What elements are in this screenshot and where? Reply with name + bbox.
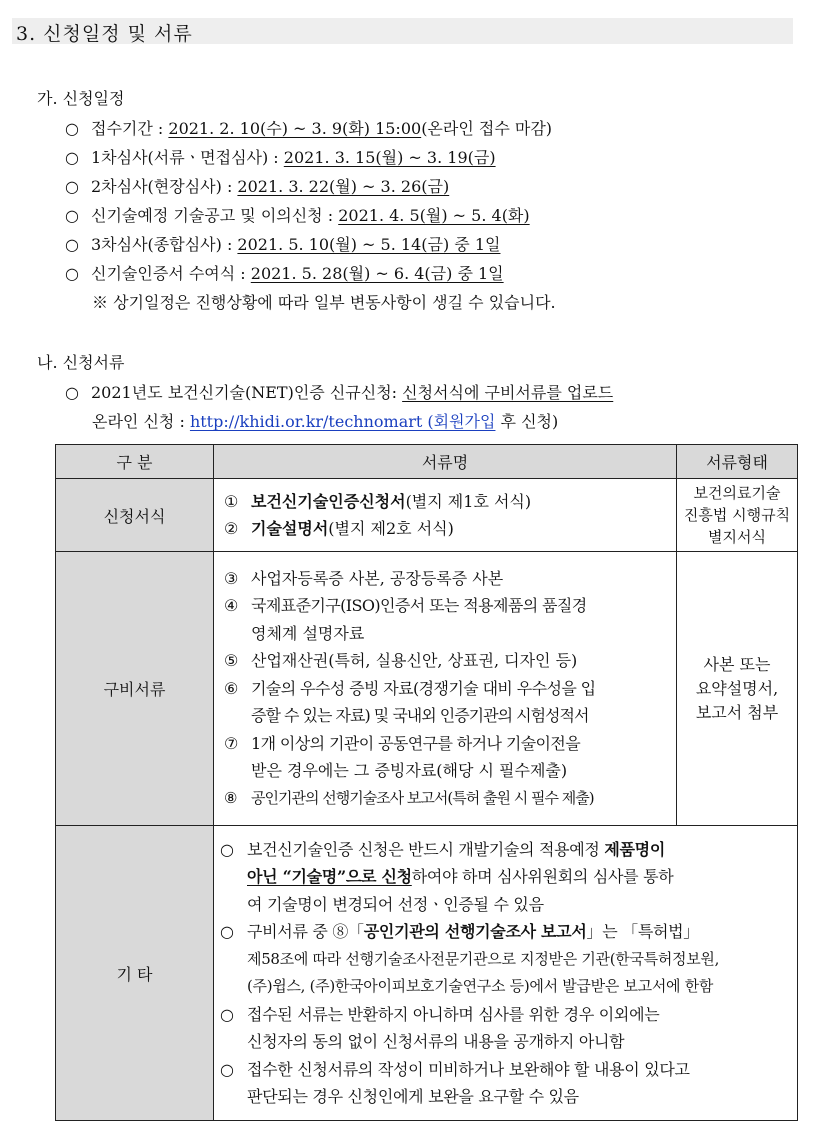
row-category: 신청서식 bbox=[56, 479, 214, 552]
schedule-item: ○ 2차심사(현장심사) : 2021. 3. 22(월) ~ 3. 26(금) bbox=[65, 177, 450, 196]
header-document-form: 서류형태 bbox=[677, 445, 798, 479]
row-category: 기 타 bbox=[56, 826, 214, 1121]
online-apply-line: 온라인 신청 : http://khidi.or.kr/technomart (회원가입 후 신청) bbox=[92, 412, 559, 431]
bullet-circle-icon: ○ bbox=[220, 1004, 234, 1024]
technomart-link[interactable]: http://khidi.or.kr/technomart (회원가입 bbox=[189, 412, 496, 431]
row-documents: ③ 사업자등록증 사본, 공장등록증 사본 ④ 국제표준기구(ISO)인증서 또는 적용제품의 품질경 영체계 설명자료 ⑤ 산업재산권(특허, 실용신안, 상표권, 디자인 등) ⑥ 기술의 우수성 증빙 자료(경쟁기술 대비 우수성을 입 증할 수 있는 자료) 및 국내외 인증기관의 시험성적서 ⑦ 1개 이상의 기관이 공동연구를 하거나 기술이전을 받은 경우에는 그 증빙자료(해당 시 필수제출) ⑧ 공인기관의 선행기술조사 보고서(특허 출원 시 필수 제출) bbox=[214, 552, 677, 826]
row-category: 구비서류 bbox=[56, 552, 214, 826]
schedule-note: ※ 상기일정은 진행상황에 따라 일부 변동사항이 생길 수 있습니다. bbox=[92, 293, 556, 312]
bullet-circle-icon: ○ bbox=[65, 383, 79, 402]
bullet-circle-icon: ○ bbox=[65, 235, 79, 254]
documents-table bbox=[55, 444, 798, 1121]
row-notes: ○ 보건신기술인증 신청은 반드시 개발기술의 적용예정 제품명이 아닌 “기술명”으로 신청하여야 하며 심사위원회의 심사를 통하 여 기술명이 변경되어 선정ㆍ인증될 수 있음 ○ 구비서류 중 ⑧「공인기관의 선행기술조사 보고서」는 「특허법」 제58조에 따라 선행기술조사전문기관으로 지정받은 기관(한국특허정보원, (주)윕스, (주)한국아이피보호기술연구소 등)에서 발급받은 보고서에 한함 ○ 접수된 서류는 반환하지 아니하며 심사를 위한 경우 이외에는 신청자의 동의 없이 신청서류의 내용을 공개하지 아니함 ○ 접수한 신청서류의 작성이 미비하거나 보완해야 할 내용이 있다고 판단되는 경우 신청인에게 보완을 요구할 수 있음 bbox=[214, 826, 798, 1121]
header-document-name: 서류명 bbox=[214, 445, 677, 479]
bullet-circle-icon: ○ bbox=[220, 839, 234, 859]
schedule-item: ○ 3차심사(종합심사) : 2021. 5. 10(월) ~ 5. 14(금) 중 1일 bbox=[65, 235, 501, 254]
section-title: 3. 신청일정 및 서류 bbox=[16, 23, 193, 45]
bullet-circle-icon: ○ bbox=[220, 1059, 234, 1079]
table-row bbox=[56, 479, 798, 552]
table-header-row bbox=[56, 445, 798, 479]
schedule-item: ○ 1차심사(서류ㆍ면접심사) : 2021. 3. 15(월) ~ 3. 19(금) bbox=[65, 148, 496, 167]
table-row bbox=[56, 552, 798, 826]
bullet-circle-icon: ○ bbox=[220, 922, 234, 941]
row-documents: ① 보건신기술인증신청서(별지 제1호 서식) ② 기술설명서(별지 제2호 서식) bbox=[214, 479, 677, 552]
bullet-circle-icon: ○ bbox=[65, 119, 79, 138]
row-form: 보건의료기술 진흥법 시행규칙 별지서식 bbox=[677, 479, 798, 552]
table-row bbox=[56, 826, 798, 1121]
schedule-item: ○ 접수기간 : 2021. 2. 10(수) ~ 3. 9(화) 15:00(온라인 접수 마감) bbox=[65, 119, 553, 138]
bullet-circle-icon: ○ bbox=[65, 206, 79, 225]
bullet-circle-icon: ○ bbox=[65, 264, 79, 283]
bullet-circle-icon: ○ bbox=[65, 148, 79, 167]
schedule-item: ○ 신기술인증서 수여식 : 2021. 5. 28(월) ~ 6. 4(금) 중 1일 bbox=[65, 264, 504, 283]
row-form: 사본 또는 요약설명서, 보고서 첨부 bbox=[677, 552, 798, 826]
docs-heading: 나. 신청서류 bbox=[37, 353, 125, 372]
header-category: 구 분 bbox=[56, 445, 214, 479]
schedule-item: ○ 신기술예정 기술공고 및 이의신청 : 2021. 4. 5(월) ~ 5. 4(화) bbox=[65, 206, 530, 225]
docs-item: ○ 2021년도 보건신기술(NET)인증 신규신청: 신청서식에 구비서류를 업로드 bbox=[65, 383, 614, 402]
bullet-circle-icon: ○ bbox=[65, 177, 79, 196]
schedule-heading: 가. 신청일정 bbox=[37, 89, 125, 108]
